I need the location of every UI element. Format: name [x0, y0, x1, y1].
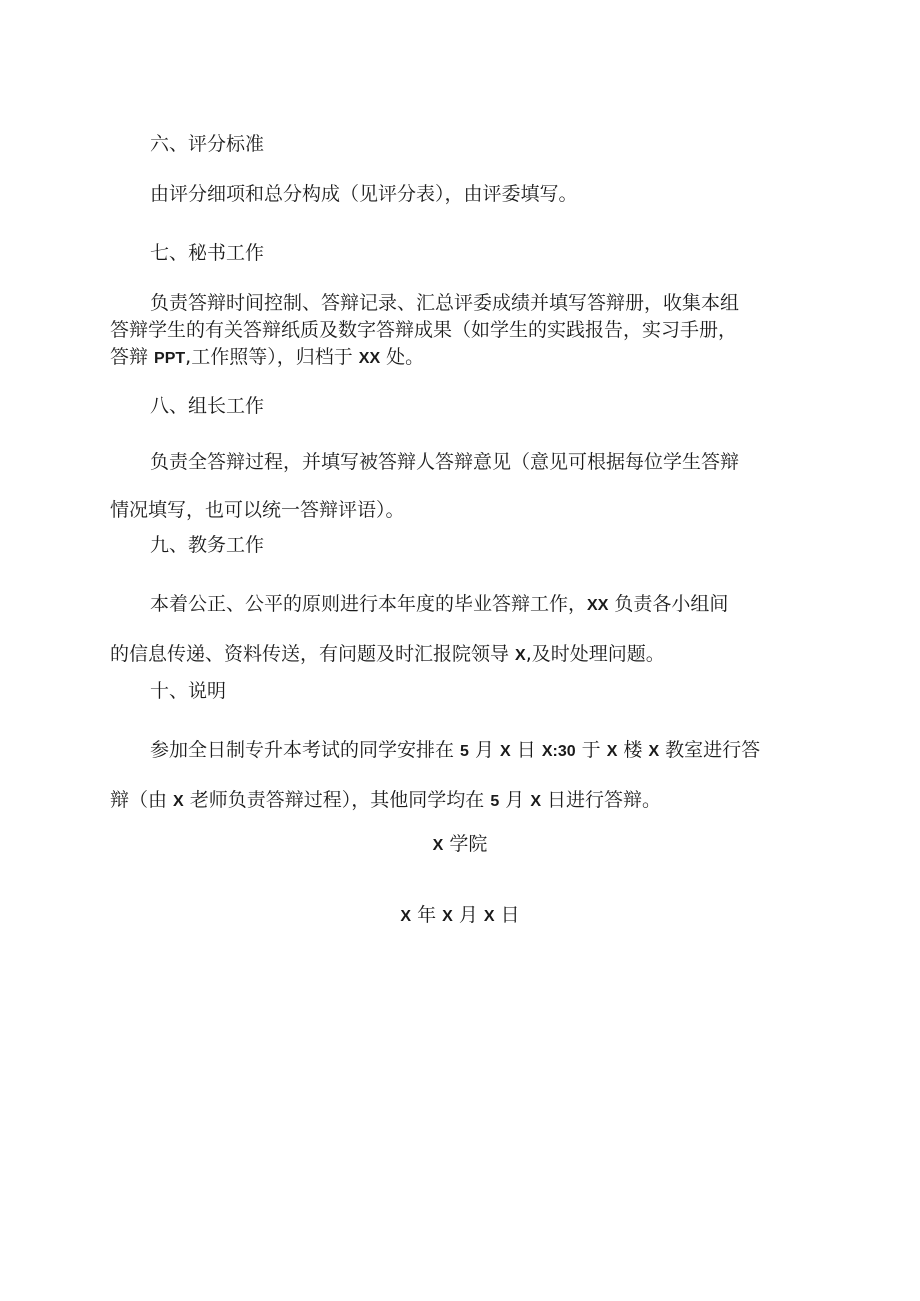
signature-org: X 学院 — [432, 833, 488, 855]
notes-line-2: 辩（由 X 老师负责答辩过程），其他同学均在 5 月 X 日进行答辩。 — [110, 789, 662, 811]
leader-line-2: 情况填写，也可以统一答辩评语）。 — [110, 499, 405, 521]
signature-date: X 年 X 月 X 日 — [400, 904, 520, 926]
section-body-academic — [110, 580, 822, 680]
section-heading-secretary: 七、秘书工作 — [150, 242, 265, 264]
secretary-line-1: 负责答辩时间控制、答辩记录、汇总评委成绩并填写答辩册，收集本组 — [150, 292, 740, 314]
secretary-line-3: 答辩 PPT,工作照等），归档于 XX 处。 — [110, 346, 425, 368]
section-body-scoring: 由评分细项和总分构成（见评分表），由评委填写。 — [150, 183, 578, 205]
section-body-secretary — [110, 290, 822, 372]
academic-line-1: 本着公正、公平的原则进行本年度的毕业答辩工作，XX 负责各小组间 — [150, 593, 729, 615]
section-body-leader — [110, 438, 822, 534]
section-heading-notes: 十、说明 — [150, 680, 227, 702]
notes-line-1: 参加全日制专升本考试的同学安排在 5 月 X 日 X:30 于 X 楼 X 教室进行答 — [150, 739, 761, 761]
section-heading-academic: 九、教务工作 — [150, 534, 265, 556]
section-body-notes — [110, 726, 822, 826]
academic-line-2: 的信息传递、资料传送，有问题及时汇报院领导 X,及时处理问题。 — [110, 643, 665, 665]
section-heading-scoring: 六、评分标准 — [150, 133, 265, 155]
section-heading-leader: 八、组长工作 — [150, 395, 265, 417]
leader-line-1: 负责全答辩过程，并填写被答辩人答辩意见（意见可根据每位学生答辩 — [150, 451, 740, 473]
secretary-line-2: 答辩学生的有关答辩纸质及数字答辩成果（如学生的实践报告，实习手册， — [110, 319, 738, 341]
